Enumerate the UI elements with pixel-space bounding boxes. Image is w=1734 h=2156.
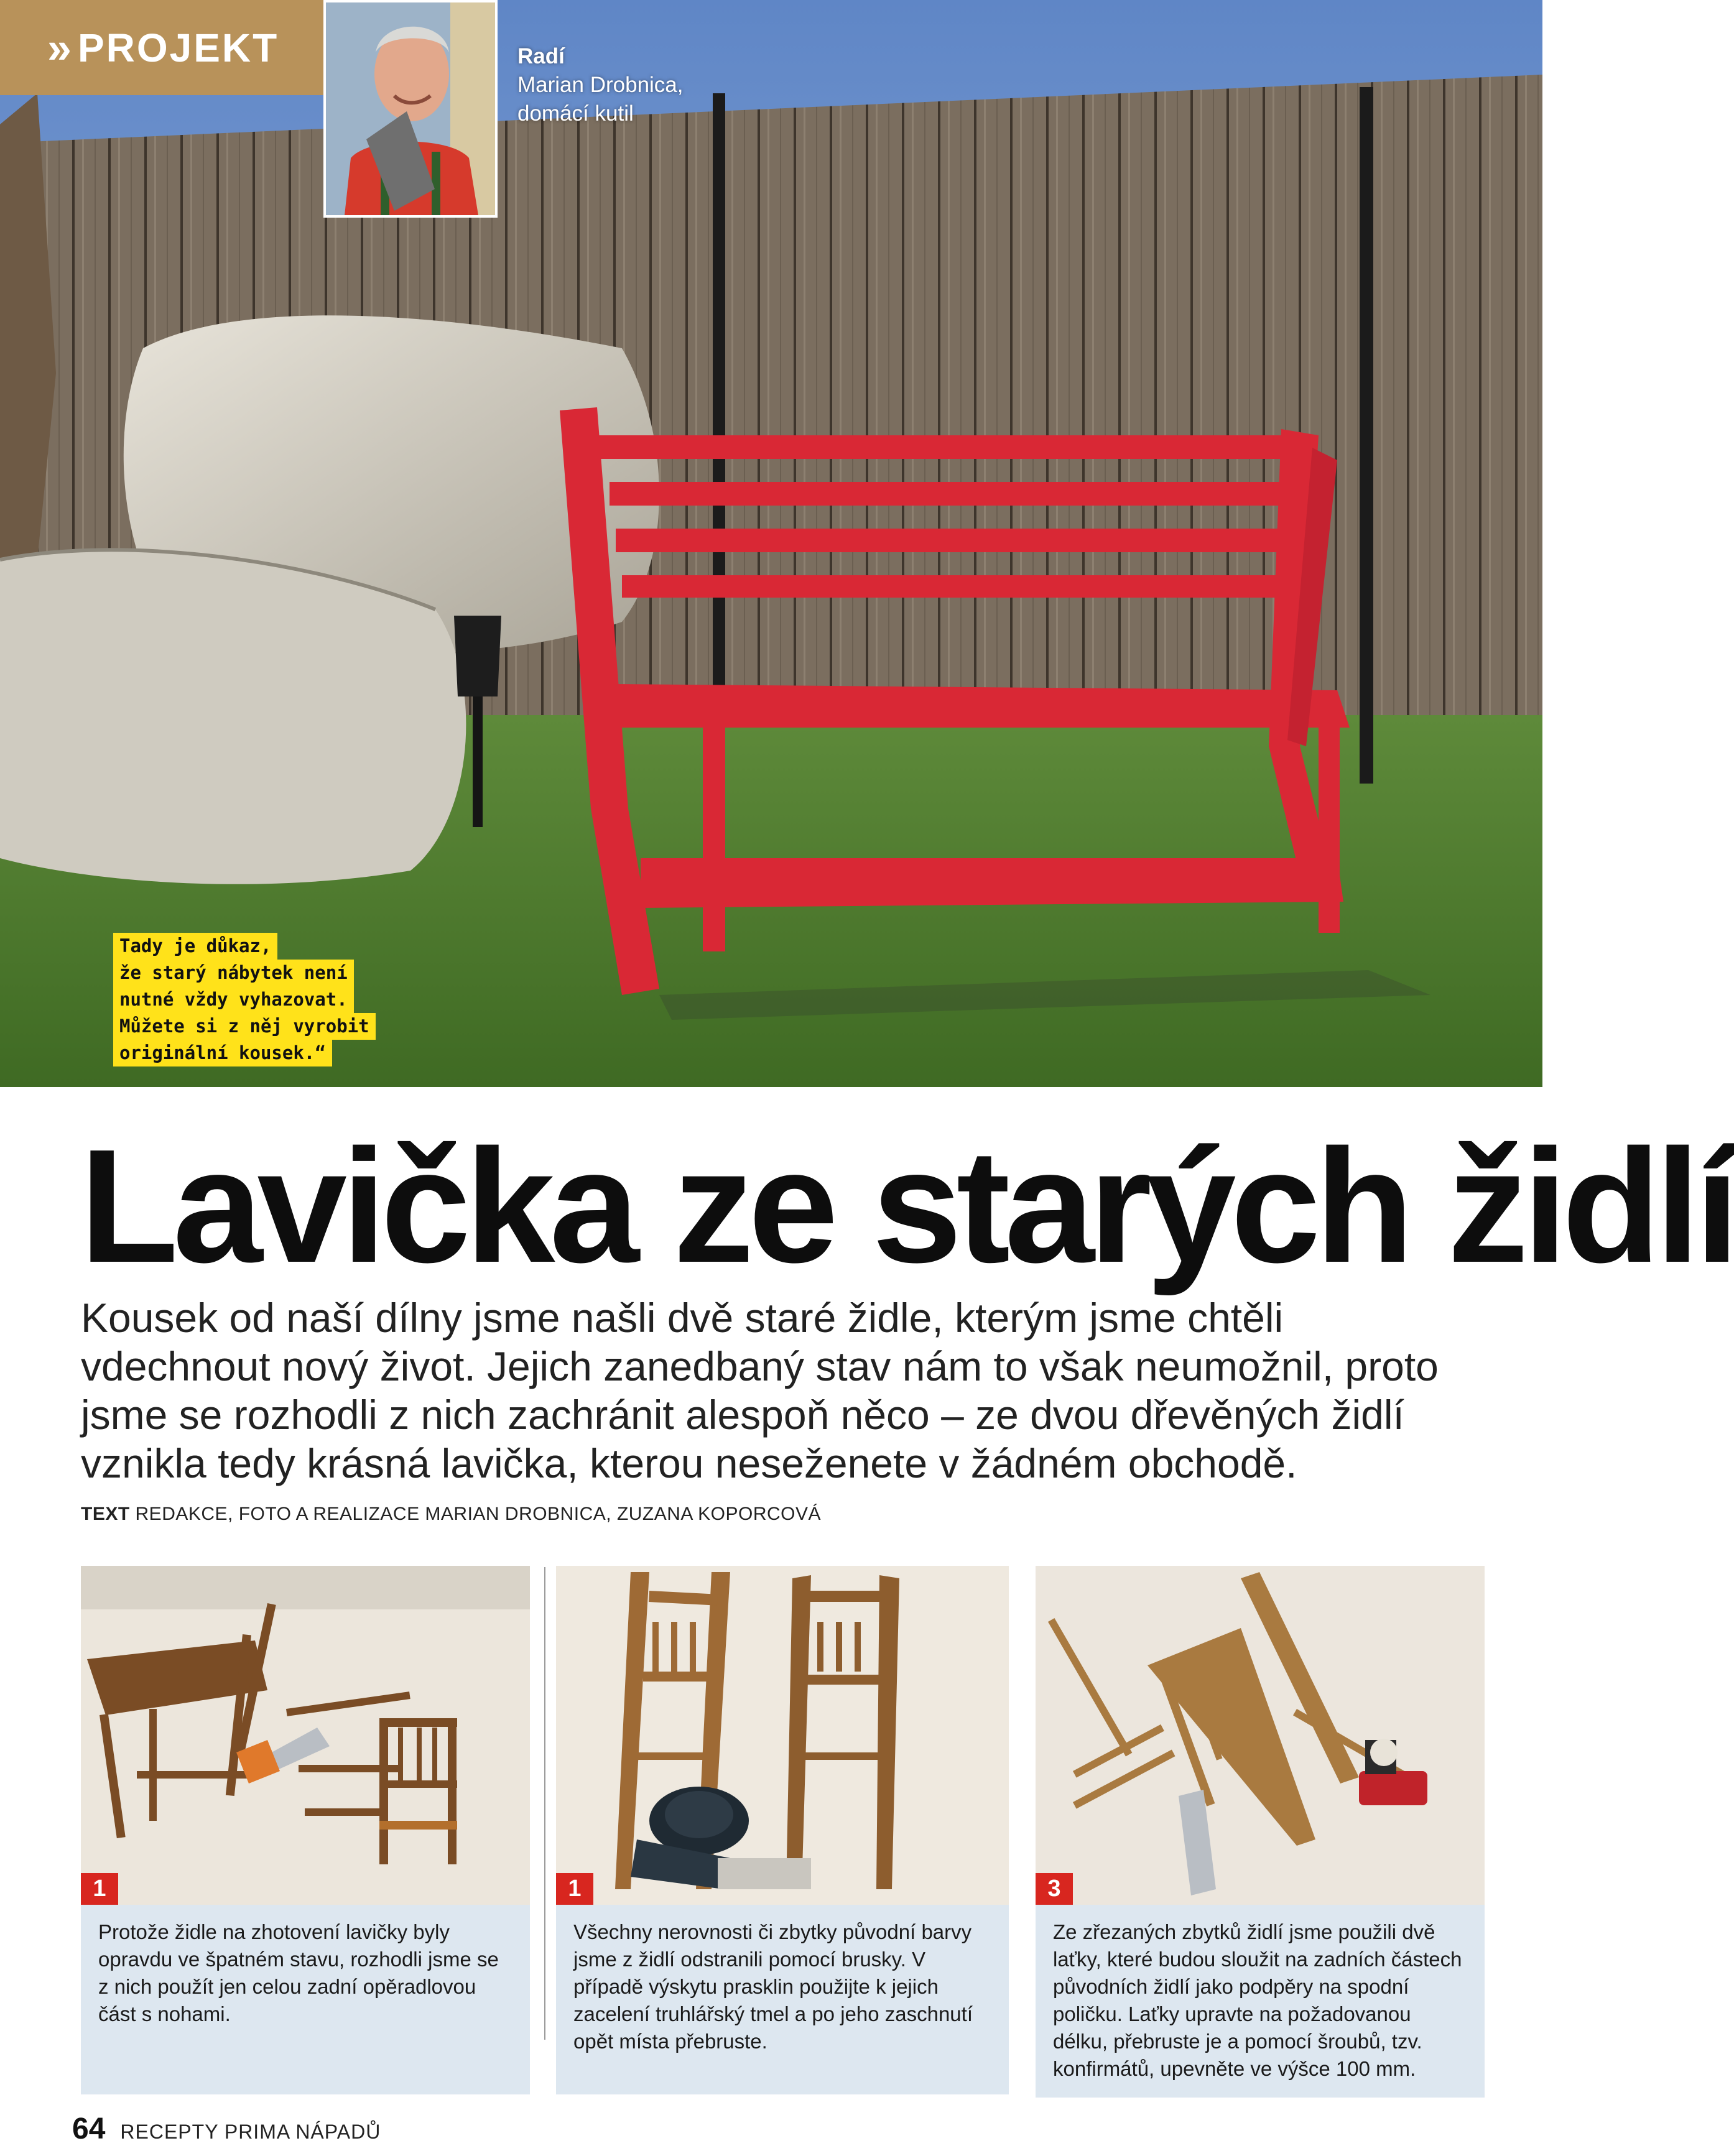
section-tab	[0, 0, 323, 95]
article-title: Lavička ze starých židlí	[80, 1116, 1734, 1297]
credits-text: REDAKCE, FOTO A REALIZACE MARIAN DROBNICA, ZUZANA KOPORCOVÁ	[135, 1504, 821, 1524]
author-credit	[517, 42, 684, 128]
hero-photo	[0, 0, 1542, 1087]
section-label: PROJEKT	[77, 25, 279, 70]
quote-line: originální kousek.“	[113, 1040, 332, 1066]
step-number-badge: 1	[81, 1873, 118, 1905]
author-role: domácí kutil	[517, 101, 634, 126]
quote-line: nutné vždy vyhazovat.	[113, 986, 354, 1013]
step-caption: Všechny nerovnosti či zbytky původní barvy jsme z židlí odstranili pomocí brusky. V případě výskytu prasklin použijte k jejich zacelení truhlářský tmel a po jeho zaschnutí opět místa přebruste.	[556, 1905, 1009, 2094]
step-photo	[1036, 1566, 1485, 1905]
chevron-double-right-icon: »	[47, 23, 67, 72]
step-3	[1036, 1566, 1485, 2101]
lead-paragraph: Kousek od naší dílny jsme našli dvě staré židle, kterým jsme chtěli vdechnout nový život. Jejich zanedbaný stav nám to však neumožnil, proto jsme se rozhodli z nich zachránit alespoň něco – ze dvou dřevěných židlí vznikla tedy krásná lavička, kterou neseženete v žádném obchodě.	[81, 1295, 1439, 1486]
step-photo	[81, 1566, 530, 1905]
credits	[81, 1504, 821, 1525]
step-number-badge: 1	[556, 1873, 593, 1905]
step-2	[556, 1566, 1009, 2101]
step-number-badge: 3	[1036, 1873, 1073, 1905]
quote-line: Můžete si z něj vyrobit	[113, 1013, 376, 1040]
column-divider	[544, 1567, 545, 2040]
quote-line: že starý nábytek není	[113, 960, 354, 986]
page-number: 64	[72, 2112, 106, 2145]
credits-label: TEXT	[81, 1504, 130, 1524]
magazine-name: RECEPTY PRIMA NÁPADŮ	[120, 2121, 381, 2143]
author-lead: Radí	[517, 44, 565, 68]
page-footer	[72, 2112, 381, 2146]
step-1	[81, 1566, 530, 2101]
step-photo	[556, 1566, 1009, 1905]
step-caption: Protože židle na zhotovení lavičky byly opravdu ve špatném stavu, rozhodli jsme se z nich použít jen celou zadní opěradlovou část s nohami.	[81, 1905, 530, 2094]
author-photo	[323, 0, 498, 218]
step-caption: Ze zřezaných zbytků židlí jsme použili dvě laťky, které budou sloužit na zadních částech původních židlí jako podpěry na spodní poličku. Laťky upravte na požadovanou délku, přebruste je a pomocí šroubů, tzv. konfirmátů, upevněte ve výšce 100 mm.	[1036, 1905, 1485, 2098]
author-name: Marian Drobnica,	[517, 73, 684, 97]
quote-line: Tady je důkaz,	[113, 933, 277, 960]
pull-quote	[113, 933, 376, 1066]
